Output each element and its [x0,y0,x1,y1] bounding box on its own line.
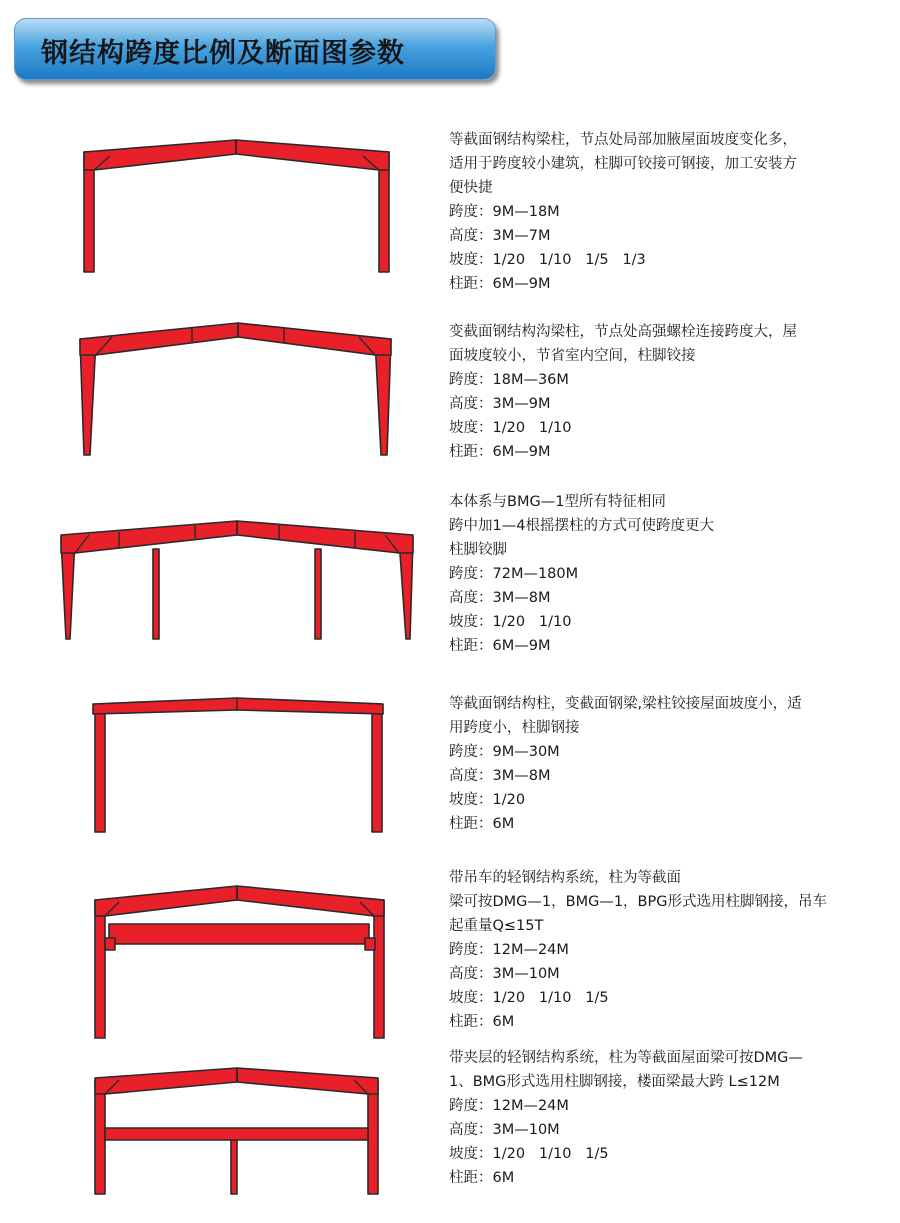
section-3-text [449,490,869,658]
description-line: 1、BMG形式选用柱脚钢接，楼面梁最大跨 L≤12M [449,1074,780,1090]
description-line: 带夹层的轻钢结构系统，柱为等截面屋面梁可按DMG— [449,1050,803,1066]
section-1-text [449,128,869,296]
slope-param: 坡度：1/20 1/10 [449,614,572,630]
span-param: 跨度：12M—24M [449,942,569,958]
height-param: 高度：3M—7M [449,228,551,244]
frame-diagram-4 [85,692,395,837]
height-param: 高度：3M—8M [449,768,551,784]
section-2-text [449,320,869,464]
height-param: 高度：3M—8M [449,590,551,606]
column-spacing-param: 柱距：6M—9M [449,444,551,460]
span-param: 跨度：9M—30M [449,744,560,760]
section-4-text [449,692,869,836]
description-line: 适用于跨度较小建筑，柱脚可铰接可钢接，加工安装方 [449,156,797,172]
span-param: 跨度：72M—180M [449,566,579,582]
frame-diagram-2 [70,315,410,460]
description-line: 本体系与BMG—1型所有特征相同 [449,494,666,510]
span-param: 跨度：9M—18M [449,204,560,220]
slope-param: 坡度：1/20 [449,792,526,808]
column-spacing-param: 柱距：6M [449,1014,515,1030]
page-title: 钢结构跨度比例及断面图参数 [41,38,405,69]
frame-diagram-5 [85,880,395,1045]
description-line: 用跨度小，柱脚钢接 [449,720,580,736]
column-spacing-param: 柱距：6M [449,1170,515,1186]
height-param: 高度：3M—10M [449,1122,560,1138]
description-line: 面坡度较小，节省室内空间，柱脚铰接 [449,348,696,364]
description-line: 便快捷 [449,180,493,196]
description-line: 起重量Q≤15T [449,918,544,934]
column-spacing-param: 柱距：6M—9M [449,276,551,292]
description-line: 等截面钢结构柱，变截面钢梁,梁柱铰接屋面坡度小，适 [449,696,802,712]
height-param: 高度：3M—10M [449,966,560,982]
title-banner [14,18,496,80]
slope-param: 坡度：1/20 1/10 1/5 [449,1146,609,1162]
section-5-text [449,866,869,1034]
description-line: 等截面钢结构梁柱，节点处局部加腋屋面坡度变化多， [449,132,797,148]
slope-param: 坡度：1/20 1/10 1/5 1/3 [449,252,646,268]
description-line: 跨中加1—4根摇摆柱的方式可使跨度更大 [449,518,714,534]
description-line: 变截面钢结构沟梁柱，节点处高强螺栓连接跨度大，屋 [449,324,797,340]
column-spacing-param: 柱距：6M [449,816,515,832]
slope-param: 坡度：1/20 1/10 1/5 [449,990,609,1006]
slope-param: 坡度：1/20 1/10 [449,420,572,436]
span-param: 跨度：12M—24M [449,1098,569,1114]
height-param: 高度：3M—9M [449,396,551,412]
span-param: 跨度：18M—36M [449,372,569,388]
column-spacing-param: 柱距：6M—9M [449,638,551,654]
description-line: 带吊车的轻钢结构系统，柱为等截面 [449,870,681,886]
frame-diagram-6 [85,1060,395,1200]
description-line: 柱脚铰脚 [449,542,507,558]
frame-diagram-3 [55,515,420,645]
description-line: 梁可按DMG—1，BMG—1，BPG形式选用柱脚钢接，吊车 [449,894,827,910]
frame-diagram-1 [70,130,410,280]
section-6-text [449,1046,869,1190]
